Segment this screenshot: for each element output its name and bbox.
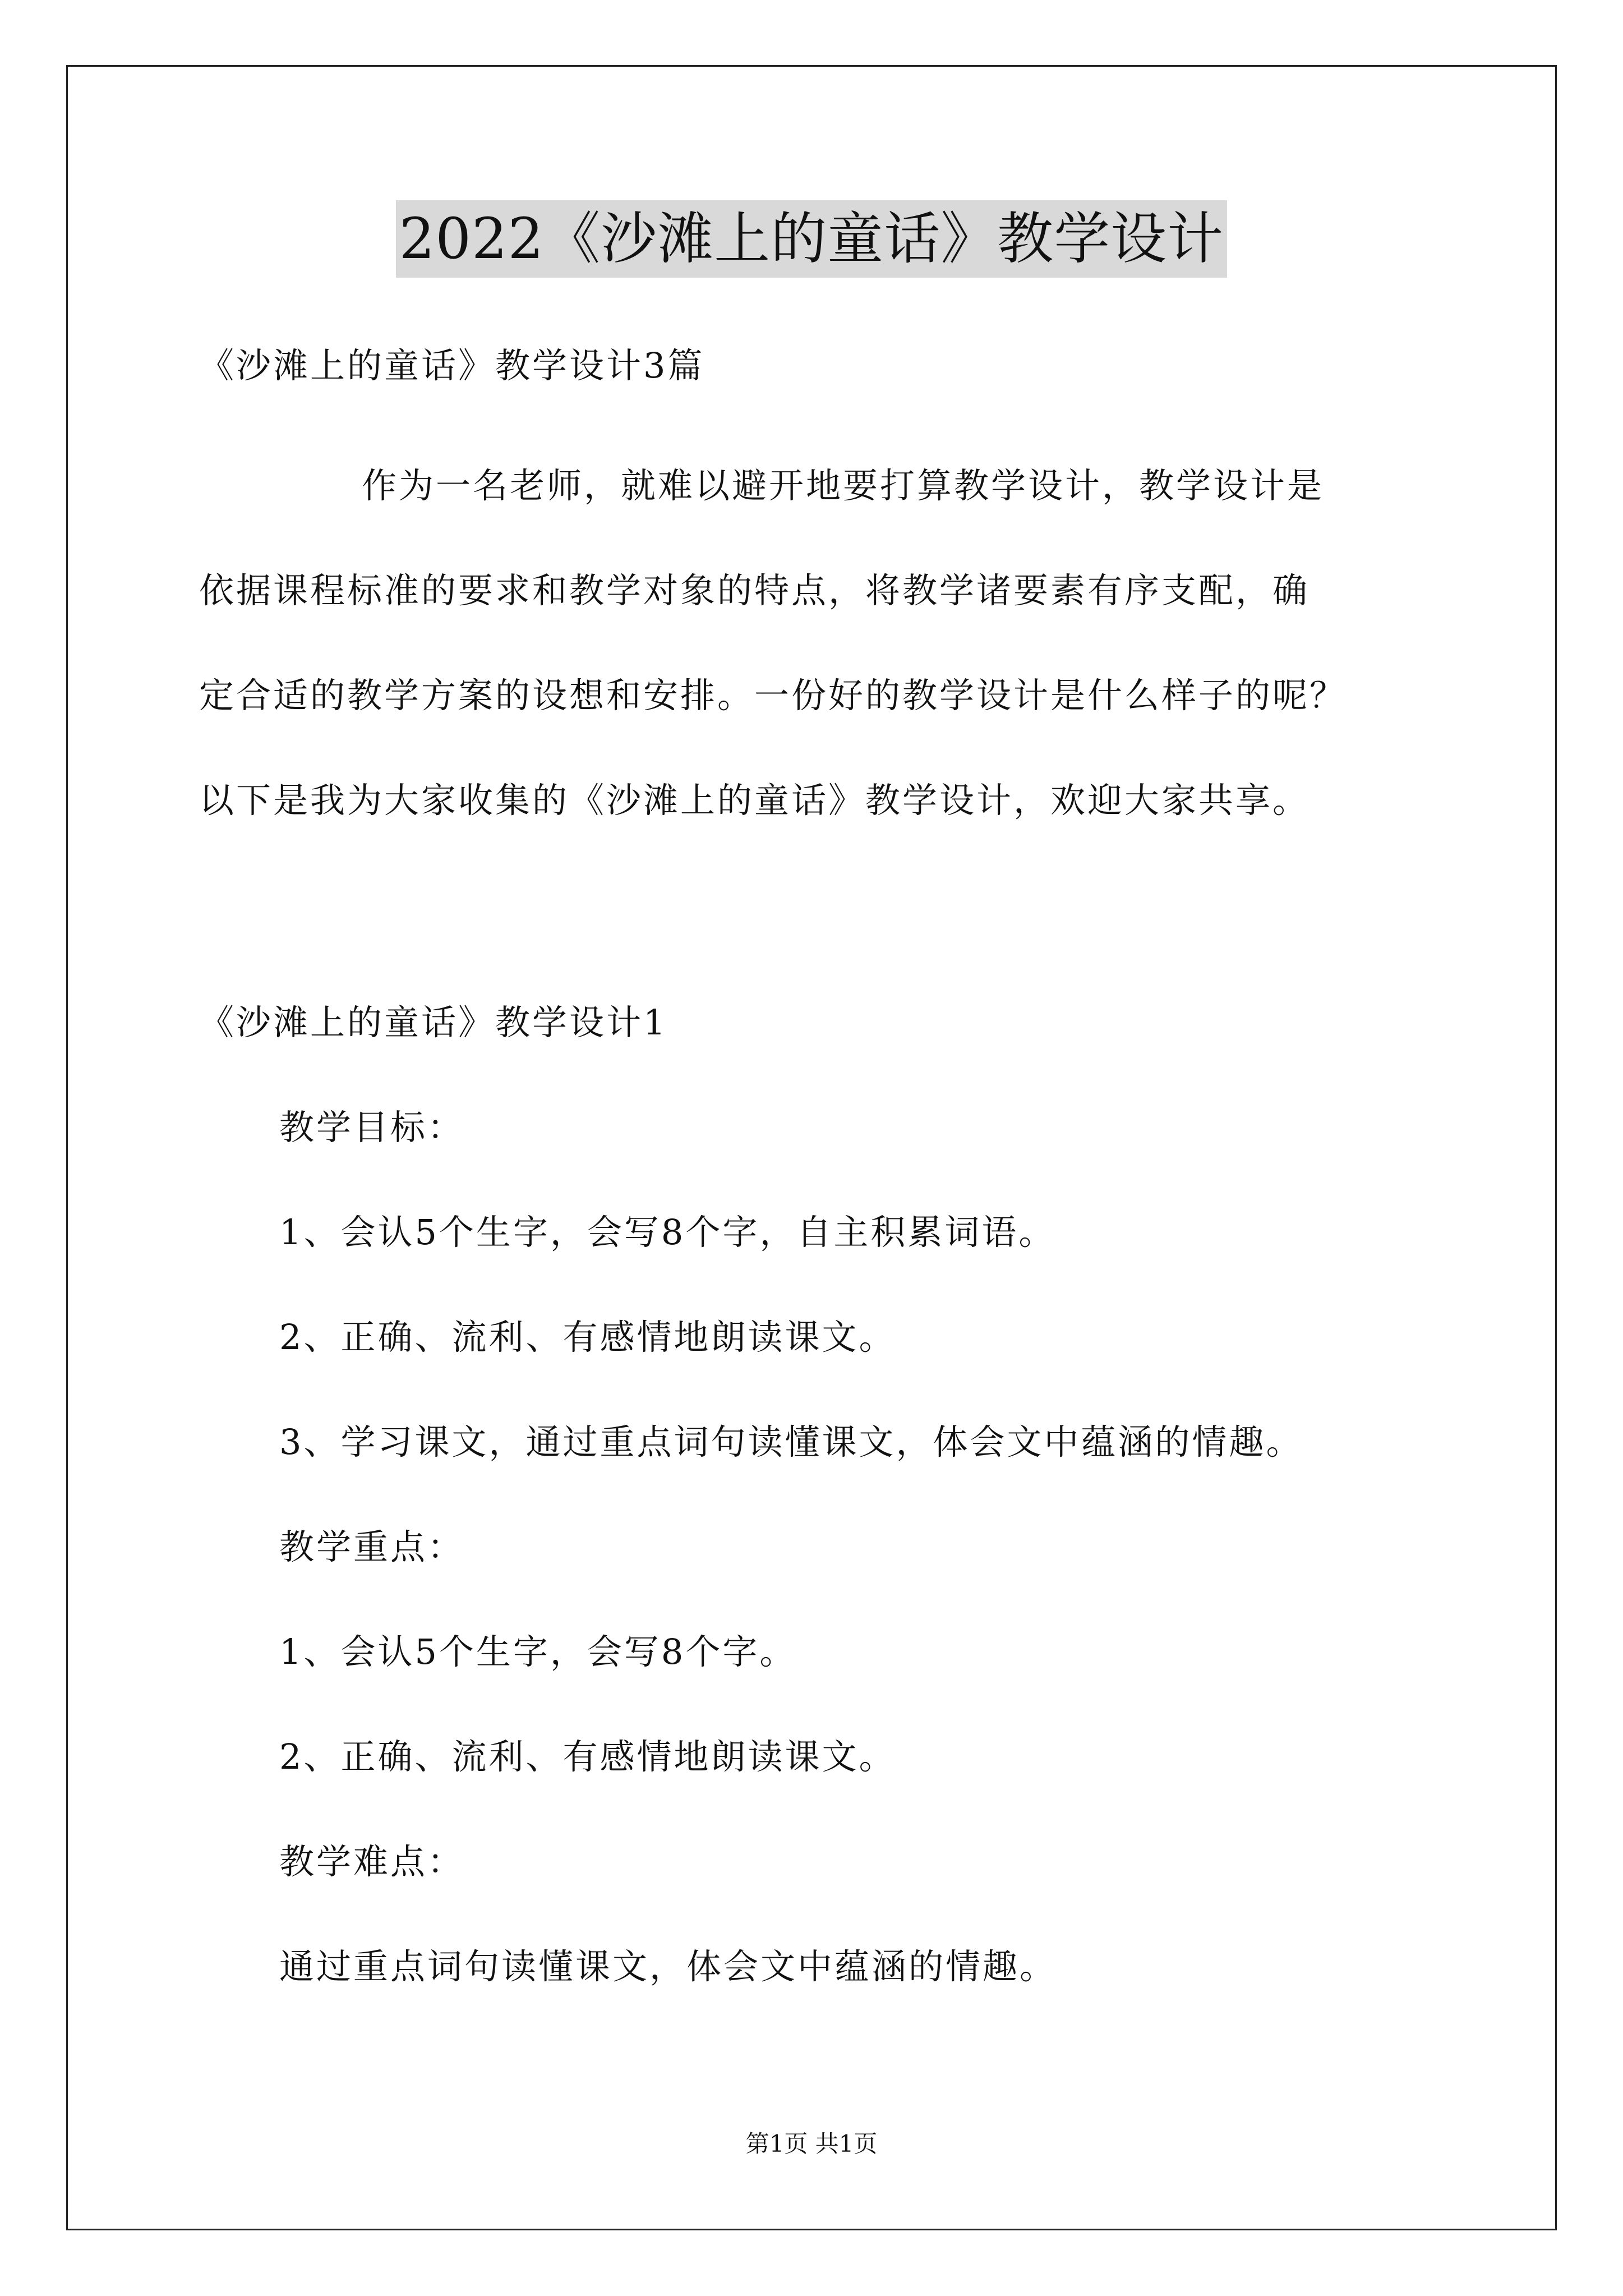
page-footer: 第1页 共1页 (745, 2130, 878, 2157)
section-heading: 《沙滩上的童话》教学设计1 (199, 1002, 668, 1043)
key-item-1: 1、会认5个生字，会写8个字。 (279, 1631, 797, 1672)
document-title: 2022《沙滩上的童话》教学设计 (396, 200, 1228, 278)
goal-item-2: 2、正确、流利、有感情地朗读课文。 (279, 1317, 896, 1358)
document-subtitle: 《沙滩上的童话》教学设计3篇 (199, 345, 705, 386)
title-container (0, 200, 1623, 278)
difficult-item-1: 通过重点词句读懂课文，体会文中蕴涵的情趣。 (279, 1946, 1057, 1987)
key-heading: 教学重点： (279, 1526, 465, 1567)
key-item-2: 2、正确、流利、有感情地朗读课文。 (279, 1736, 896, 1777)
difficult-heading: 教学难点： (279, 1841, 465, 1882)
goals-heading: 教学目标： (279, 1107, 465, 1148)
intro-line-2: 依据课程标准的要求和教学对象的特点，将教学诸要素有序支配，确 (199, 570, 1310, 611)
goal-item-3: 3、学习课文，通过重点词句读懂课文，体会文中蕴涵的情趣。 (279, 1421, 1303, 1462)
intro-line-3: 定合适的教学方案的设想和安排。一份好的教学设计是什么样子的呢？ (199, 675, 1347, 716)
intro-line-1: 作为一名老师，就难以避开地要打算教学设计，教学设计是 (362, 465, 1325, 506)
intro-line-4: 以下是我为大家收集的《沙滩上的童话》教学设计，欢迎大家共享。 (199, 780, 1310, 821)
goal-item-1: 1、会认5个生字，会写8个字，自主积累词语。 (279, 1212, 1056, 1253)
